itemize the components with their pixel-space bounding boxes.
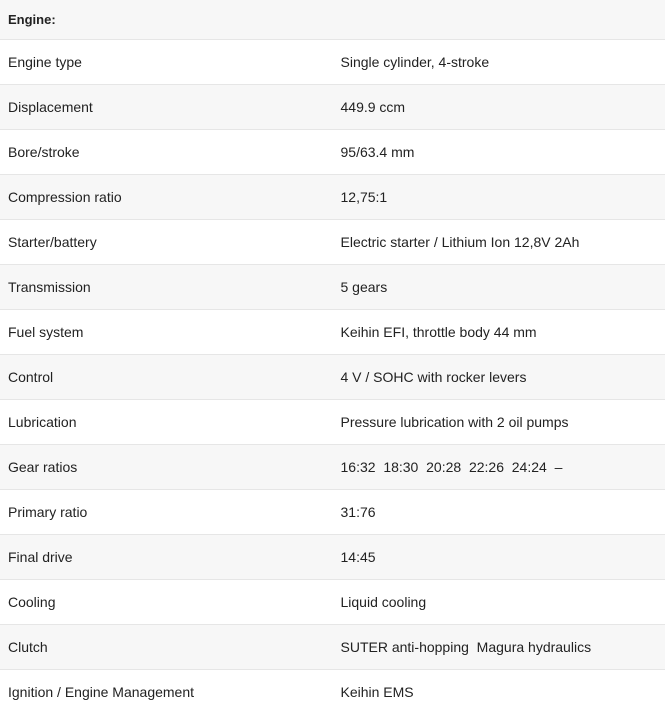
spec-label: Displacement — [0, 85, 333, 130]
spec-label: Cooling — [0, 580, 333, 625]
spec-value: Electric starter / Lithium Ion 12,8V 2Ah — [333, 220, 665, 265]
spec-value: Liquid cooling — [333, 580, 665, 625]
spec-row — [0, 40, 665, 85]
spec-label: Engine type — [0, 40, 333, 85]
spec-row — [0, 670, 665, 714]
spec-label: Primary ratio — [0, 490, 333, 535]
spec-value: 16:32 18:30 20:28 22:26 24:24 – — [333, 445, 665, 490]
spec-row — [0, 355, 665, 400]
spec-row — [0, 310, 665, 355]
spec-row — [0, 535, 665, 580]
spec-label: Final drive — [0, 535, 333, 580]
spec-value: 95/63.4 mm — [333, 130, 665, 175]
spec-value: Keihin EMS — [333, 670, 665, 714]
spec-row — [0, 220, 665, 265]
spec-row — [0, 85, 665, 130]
spec-value: Keihin EFI, throttle body 44 mm — [333, 310, 665, 355]
spec-row — [0, 400, 665, 445]
spec-label: Bore/stroke — [0, 130, 333, 175]
spec-row — [0, 175, 665, 220]
spec-row — [0, 490, 665, 535]
spec-value: 449.9 ccm — [333, 85, 665, 130]
spec-label: Starter/battery — [0, 220, 333, 265]
spec-row — [0, 580, 665, 625]
spec-label: Gear ratios — [0, 445, 333, 490]
spec-value: 5 gears — [333, 265, 665, 310]
spec-value: Pressure lubrication with 2 oil pumps — [333, 400, 665, 445]
spec-label: Fuel system — [0, 310, 333, 355]
spec-value: 31:76 — [333, 490, 665, 535]
spec-value: Single cylinder, 4-stroke — [333, 40, 665, 85]
spec-label: Compression ratio — [0, 175, 333, 220]
spec-row — [0, 130, 665, 175]
spec-label: Lubrication — [0, 400, 333, 445]
spec-label: Clutch — [0, 625, 333, 670]
section-title: Engine: — [0, 0, 665, 40]
spec-value: 4 V / SOHC with rocker levers — [333, 355, 665, 400]
spec-value: 14:45 — [333, 535, 665, 580]
spec-row — [0, 265, 665, 310]
section-header-row — [0, 0, 665, 40]
spec-label: Ignition / Engine Management — [0, 670, 333, 714]
spec-label: Transmission — [0, 265, 333, 310]
spec-value: 12,75:1 — [333, 175, 665, 220]
spec-row — [0, 445, 665, 490]
spec-row — [0, 625, 665, 670]
spec-value: SUTER anti-hopping Magura hydraulics — [333, 625, 665, 670]
spec-label: Control — [0, 355, 333, 400]
